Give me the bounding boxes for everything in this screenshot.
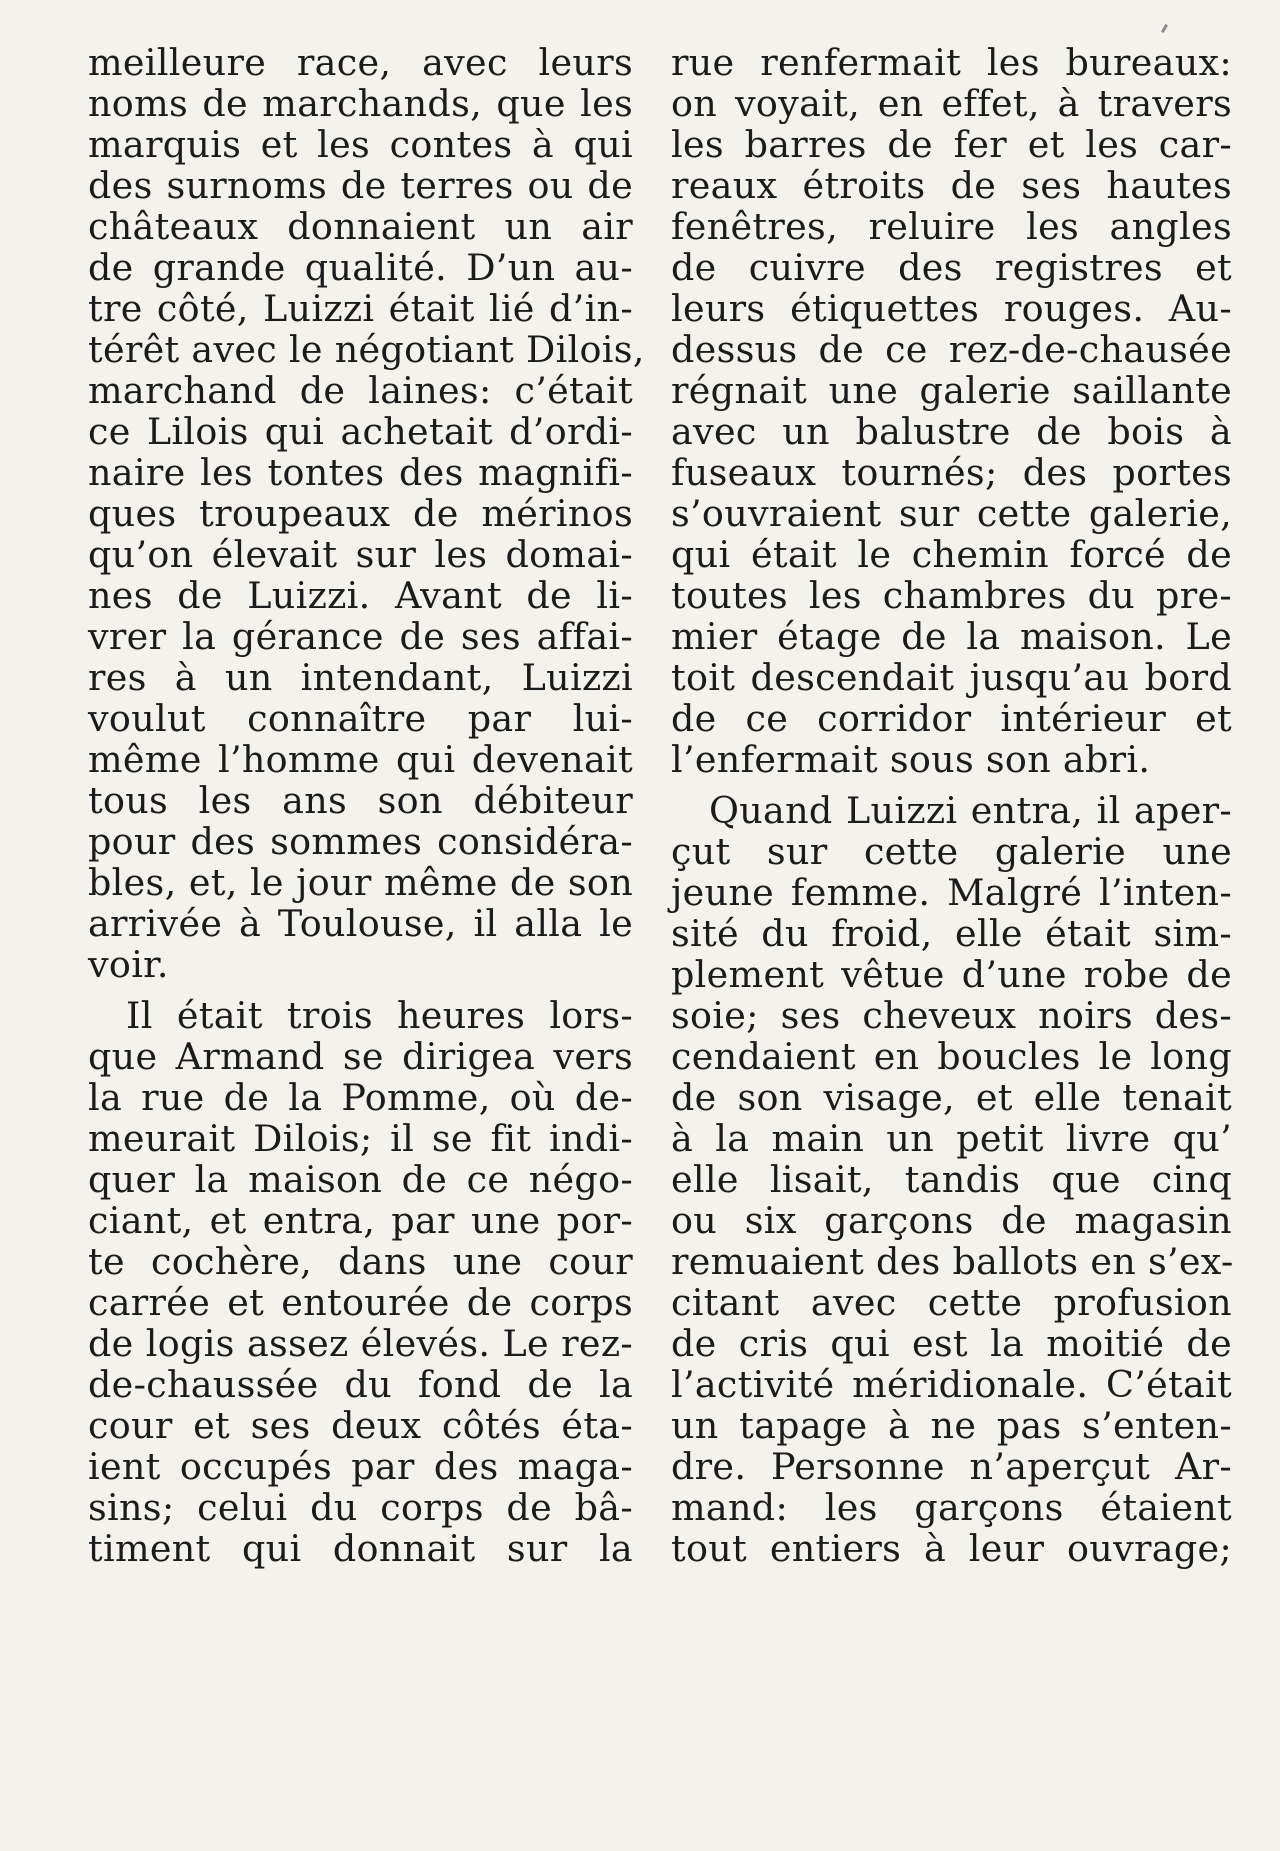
text-line: la rue de la Pomme, où de- (88, 1076, 633, 1119)
text-line: bles, et, le jour même de son (88, 861, 633, 904)
text-line: plement vêtue d’une robe de (671, 953, 1232, 996)
text-line: les barres de fer et les car- (671, 123, 1232, 166)
right-paragraph-2 (671, 790, 1232, 1569)
text-line: cendaient en boucles le long (671, 1035, 1232, 1078)
text-line: jeune femme. Malgré l’inten- (671, 871, 1232, 914)
text-line: soie; ses cheveux noirs des- (671, 994, 1232, 1037)
text-line: nes de Luizzi. Avant de li- (88, 574, 633, 617)
text-line: naire les tontes des magnifi- (88, 451, 633, 494)
text-line: ient occupés par des maga- (88, 1445, 633, 1488)
scan-speck (1161, 24, 1168, 33)
text-line: marchand de laines: c’était (88, 369, 633, 412)
text-line: elle lisait, tandis que cinq (671, 1158, 1232, 1201)
right-paragraph-1 (671, 42, 1232, 780)
text-line: ce Lilois qui achetait d’ordi- (88, 410, 633, 453)
text-line: res à un intendant, Luizzi (88, 656, 633, 699)
text-line: térêt avec le négotiant Dilois, (88, 328, 645, 371)
text-line: un tapage à ne pas s’enten- (671, 1404, 1232, 1447)
text-line: reaux étroits de ses hautes (671, 164, 1232, 207)
text-line: de cuivre des registres et (671, 246, 1232, 289)
text-line: toutes les chambres du pre- (671, 574, 1232, 617)
text-line: de grande qualité. D’un au- (88, 246, 633, 289)
text-line: à la main un petit livre qu’ (671, 1117, 1232, 1160)
text-line: dre. Personne n’aperçut Ar- (671, 1445, 1232, 1488)
text-line: de-chaussée du fond de la (88, 1363, 633, 1406)
text-line: çut sur cette galerie une (671, 830, 1232, 873)
text-line: des surnoms de terres ou de (88, 164, 633, 207)
text-line: marquis et les contes à qui (88, 123, 633, 166)
text-line: te cochère, dans une cour (88, 1240, 633, 1283)
text-line: pour des sommes considéra- (88, 820, 633, 863)
text-line: vrer la gérance de ses affai- (88, 615, 633, 658)
text-line: qu’on élevait sur les domai- (88, 533, 633, 576)
text-line: dessus de ce rez-de-chausée (671, 328, 1232, 371)
right-text-column (671, 42, 1232, 1569)
text-line: meilleure race, avec leurs (88, 41, 633, 84)
text-line: sité du froid, elle était sim- (671, 912, 1232, 955)
left-paragraph-1 (88, 41, 645, 986)
text-line: noms de marchands, que les (88, 82, 633, 125)
text-line: Quand Luizzi entra, il aper- (709, 789, 1232, 832)
text-line: avec un balustre de bois à (671, 410, 1232, 453)
text-line: citant avec cette profusion (671, 1281, 1232, 1324)
text-line: châteaux donnaient un air (88, 205, 633, 248)
text-line: arrivée à Toulouse, il alla le (88, 902, 633, 945)
text-line: mier étage de la maison. Le (671, 615, 1232, 658)
text-line: que Armand se dirigea vers (88, 1035, 633, 1078)
text-line: cour et ses deux côtés éta- (88, 1404, 633, 1447)
text-line: voulut connaître par lui- (88, 697, 633, 740)
text-line: fuseaux tournés; des portes (671, 451, 1232, 494)
left-text-column (88, 41, 645, 1570)
text-line: de son visage, et elle tenait (671, 1076, 1232, 1119)
text-line: tout entiers à leur ouvrage; (671, 1527, 1232, 1570)
text-line: l’activité méridionale. C’était (671, 1363, 1232, 1406)
text-line: on voyait, en effet, à travers (671, 82, 1232, 125)
text-line: tre côté, Luizzi était lié d’in- (88, 287, 633, 330)
text-line: régnait une galerie saillante (671, 369, 1232, 412)
text-line: leurs étiquettes rouges. Au- (671, 287, 1232, 330)
text-line: voir. (88, 943, 169, 986)
text-line: Il était trois heures lors- (126, 994, 633, 1037)
text-line: sins; celui du corps de bâ- (88, 1486, 633, 1529)
text-line: meurait Dilois; il se fit indi- (88, 1117, 633, 1160)
text-line: de cris qui est la moitié de (671, 1322, 1232, 1365)
text-line: timent qui donnait sur la (88, 1527, 633, 1570)
text-line: qui était le chemin forcé de (671, 533, 1232, 576)
text-line: ou six garçons de magasin (671, 1199, 1232, 1242)
text-line: mand: les garçons étaient (671, 1486, 1232, 1529)
text-line: fenêtres, reluire les angles (671, 205, 1232, 248)
text-line: toit descendait jusqu’au bord (671, 656, 1232, 699)
text-line: quer la maison de ce négo- (88, 1158, 633, 1201)
text-line: ques troupeaux de mérinos (88, 492, 633, 535)
text-line: s’ouvraient sur cette galerie, (671, 492, 1232, 535)
text-line: remuaient des ballots en s’ex- (671, 1240, 1234, 1283)
text-line: de logis assez élevés. Le rez- (88, 1322, 633, 1365)
text-line: ciant, et entra, par une por- (88, 1199, 633, 1242)
text-line: de ce corridor intérieur et (671, 697, 1232, 740)
text-line: carrée et entourée de corps (88, 1281, 633, 1324)
text-line: rue renfermait les bureaux: (671, 41, 1232, 84)
text-line: l’enfermait sous son abri. (671, 738, 1151, 781)
text-line: tous les ans son débiteur (88, 779, 633, 822)
left-paragraph-2 (88, 995, 633, 1569)
text-line: même l’homme qui devenait (88, 738, 633, 781)
